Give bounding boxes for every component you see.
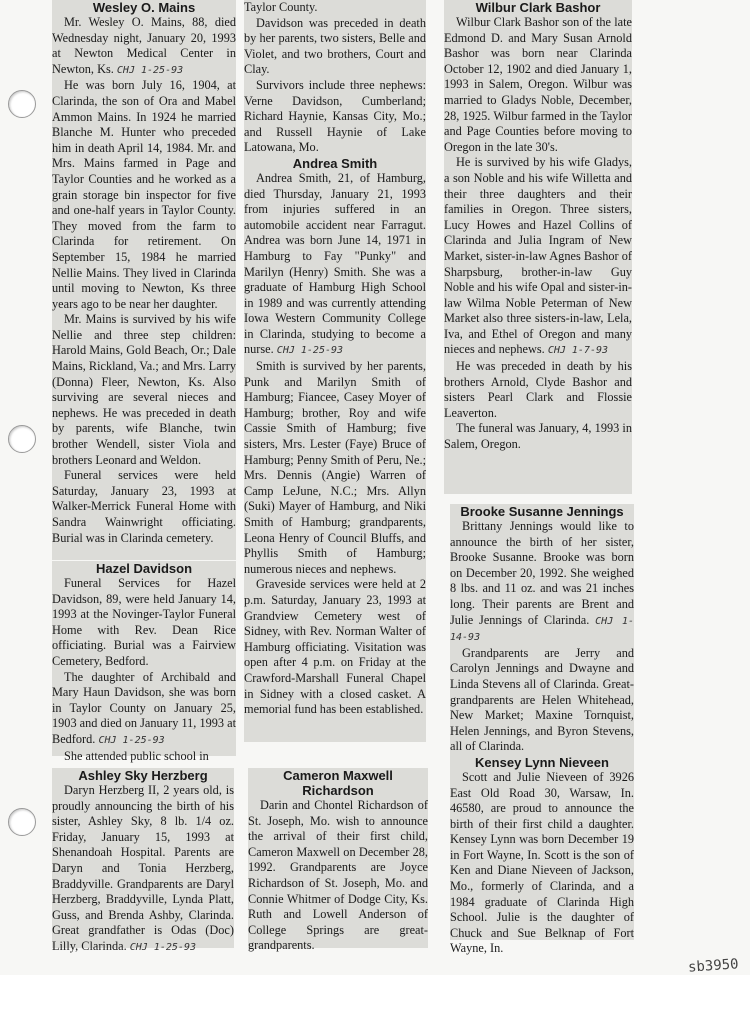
paragraph: Grandparents are Jerry and Carolyn Jennings and Dwayne and Linda Stevens all of Clarinda. Great-grandparents are Helen Whitehead, New Market; Maxine Tornquist, Helen Jennings, and Byron Stevens, all of Clarinda. [450, 645, 634, 754]
binder-hole [8, 425, 36, 453]
paragraph: Mr. Mains is survived by his wife Nellie and three step children: Harold Mains, Gold Beach, Or.; Dale Mains, Rickland, Va.; and Mrs. Larry (Donna) Fleer, Newton, Ks. Also surviving are several nieces and nephews. He was preceded in death by parents, wife Blanche, twin brother Wendell, sister Viola and brothers Leonard and Weldon. [52, 312, 236, 467]
clipping-andrea-smith [244, 0, 426, 742]
obituary-heading: Wesley O. Mains [92, 0, 196, 15]
paragraph: Mr. Wesley O. Mains, 88, died Wednesday night, January 20, 1993 at Newton Medical Center in Newton, Ks. CHJ 1-25-93 [52, 15, 236, 76]
paragraph: The funeral was January, 4, 1993 in Salem, Oregon. [444, 421, 632, 452]
paragraph: Graveside services were held at 2 p.m. Saturday, January 23, 1993 at Grandview Cemetery west of Sidney, with Rev. Norman Walter of Hamburg officiating. Visitation was open after 4 p.m. on Friday at the Crawford-Marshall Funeral Chapel in Sidney with a closed casket. A memorial fund has been established. [244, 577, 426, 717]
paragraph: Wilbur Clark Bashor son of the late Edmond D. and Mary Susan Arnold Bashor was born near Clarinda October 12, 1902 and died January 1, 1993 in Salem, Oregon. Wilbur was married to Gladys Noble, December, 28, 1925. Wilbur farmed in the Taylor and Page Counties before moving to Oregon in the late 30's. [444, 15, 632, 154]
clipping-ashley-herzberg [52, 768, 234, 953]
birth-heading: Cameron Maxwell Richardson [283, 768, 393, 798]
clipping-wilbur-bashor [444, 0, 632, 494]
handwritten-date: CHJ 1-25-93 [276, 345, 344, 357]
handwritten-date: CHJ 1-7-93 [547, 345, 609, 357]
paragraph: He was born July 16, 1904, at Clarinda, the son of Ora and Mabel Ammon Mains. In 1924 he married Blanche M. Hunter who preceded him in death April 14, 1984. Mr. and Mrs. Mains farmed in Page and Taylor Counties and he worked as a grain storage bin inspector for five and one-half years in Taylor County. They moved from the farm to Clarinda for retirement. On September 15, 1984 he married Nellie Mains. They lived in Clarinda until moving to Newton, Ks three years ago to be near her daughter. [52, 78, 236, 311]
obituary-heading: Hazel Davidson [95, 561, 193, 576]
obituary-heading: Andrea Smith [292, 155, 378, 171]
paragraph: Funeral services were held Saturday, January 23, 1993 at Walker-Merrick Funeral Home with Sandra Wainwright officiating. Burial was in Clarinda cemetery. [52, 468, 236, 545]
clipping-brooke-jennings [450, 504, 635, 956]
paragraph: He was preceded in death by his brothers Arnold, Clyde Bashor and sisters Pearl Clark and Flossie Leaverton. [444, 359, 632, 420]
clipping-wesley-mains [52, 0, 236, 560]
paragraph: The daughter of Archibald and Mary Haun Davidson, she was born in Taylor County on January 25, 1903 and died on January 11, 1993 at Bedford. CHJ 1-25-93 [52, 669, 236, 746]
birth-heading: Brooke Susanne Jennings [460, 504, 624, 519]
clipping-hazel-davidson [52, 561, 236, 763]
paragraph: Scott and Julie Nieveen of 3926 East Old Road 30, Warsaw, In. 46580, are proud to announce the birth of their first child a daughter. Kensey Lynn was born December 19 in Fort Wayne, In. Scott is the son of Ken and Diane Nieveen of Jackson, Mo., formerly of Clarinda, and a 1984 graduate of Clarinda High School. Julie is the daughter of Chuck and Sue Belknap of Fort Wayne, In. [450, 769, 634, 956]
clipping-cameron-richardson [248, 768, 428, 953]
paragraph: Daryn Herzberg II, 2 years old, is proudly announcing the birth of his sister, Ashley Sky, 8 lb. 1/4 oz. Friday, January 15, 1993 at Shenandoah Hospital. Parents are Daryn and Tonia Herzberg, Braddyville. Grandparents are Daryl Herzberg, Braddyville, Lynda Platt, Guss, and Brenda Ashby, Clarinda. Great grandfather is Odas (Doc) Lilly, Clarinda. CHJ 1-25-93 [52, 783, 234, 953]
handwritten-date: CHJ 1-25-93 [116, 64, 184, 76]
birth-heading: Ashley Sky Herzberg [78, 768, 208, 783]
paragraph: Brittany Jennings would like to announce the birth of her sister, Brooke Susanne. Brooke was born on December 20, 1992. She weighed 8 lbs. and 11 oz. and was 21 inches long. Their parents are Brent and Julie Jennings of Clarinda. CHJ 1-14-93 [450, 519, 635, 644]
handwritten-date: CHJ 1-25-93 [129, 941, 196, 953]
paragraph: Smith is survived by her parents, Punk and Marilyn Smith of Hamburg; Fiancee, Casey Moyer of Hamburg; brother, Roy and wife Cassie Smith of Hamburg; five sisters, Mrs. Lester (Faye) Bruce of Hamburg; Penny Smith of Peru, Ne.; Mrs. Dennis (Angie) Warren of Camp LeJune, N.C.; Mrs. Allyn (Suki) Mayer of Hamburg, and Niki Smith of Hamburg; grandparents, Leona Henry of Council Bluffs, and Phyllis Smith of Hamburg; numerous nieces and nephews. [244, 359, 426, 576]
binder-hole [8, 808, 36, 836]
paragraph: Taylor County. [244, 0, 318, 14]
birth-heading: Kensey Lynn Nieveen [475, 754, 609, 770]
paragraph: Andrea Smith, 21, of Hamburg, died Thursday, January 21, 1993 from injuries suffered in an automobile accident near Farragut. Andrea was born June 14, 1971 in Hamburg to Fay "Punky" and Marilyn (Henry) Smith. She was a graduate of Hamburg High School in 1989 and was currently attending Iowa Western Community College in Clarinda, studying to become a nurse. CHJ 1-25-93 [244, 170, 426, 357]
obituary-heading: Wilbur Clark Bashor [475, 0, 601, 15]
paragraph: Davidson was preceded in death by her parents, two sisters, Belle and Violet, and two brothers, Court and Clay. [244, 15, 426, 77]
paragraph: She attended public school in [64, 748, 209, 763]
handwritten-date: CHJ 1-14-93 [450, 615, 635, 644]
binder-hole [8, 90, 36, 118]
paragraph: He is survived by his wife Gladys, a son Noble and his wife Willetta and their three daughters and their families in Oregon. Three sisters, Lucy Howes and Hazel Collins of Clarinda and Julia Ingram of New Market, sister-in-law Agnes Bashor of Sharpsburg, brother-in-law Guy Noble and his wife Opal and sister-in-law Wilma Noble Peterman of New Market also three sisters-in-law, Lela, Iva, and Ethel of Oregon and many nieces and nephews. CHJ 1-7-93 [444, 155, 632, 357]
handwritten-page-tag: sb3950 [687, 956, 740, 976]
paragraph: Darin and Chontel Richardson of St. Joseph, Mo. wish to announce the arrival of their first child, Cameron Maxwell on December 28, 1992. Grandparents are Joyce Richardson of St. Joseph, Mo. and Connie Whitmer of Dodge City, Ks. Ruth and Lowell Anderson of College Springs are great-grandparents. [248, 798, 428, 953]
handwritten-date: CHJ 1-25-93 [98, 734, 165, 746]
paragraph: Survivors include three nephews: Verne Davidson, Cumberland; Richard Haynie, Kansas City, Mo.; and Russell Haynie of Lake Latowana, Mo. [244, 77, 426, 155]
paragraph: Funeral Services for Hazel Davidson, 89, were held January 14, 1993 at the Novinger-Taylor Funeral Home with Rev. Dean Rice officiating. Burial was a Fairview Cemetery, Bedford. [52, 576, 236, 668]
